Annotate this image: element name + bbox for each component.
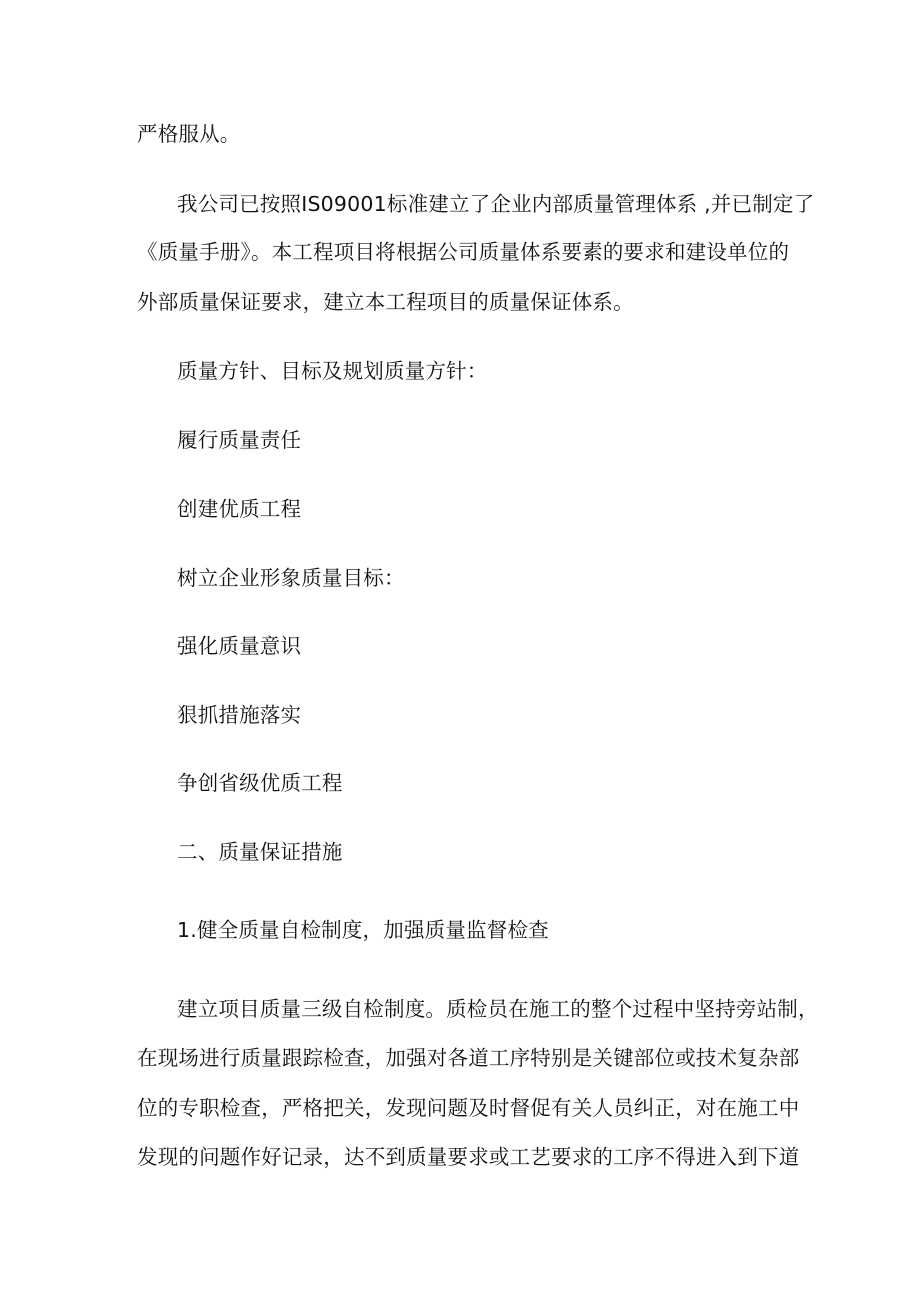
policy-item: 创建优质工程 <box>177 497 302 521</box>
text-line: 外部质量保证要求，建立本工程项目的质量保证体系。 <box>137 290 634 314</box>
text-line: 在现场进行质量跟踪检查，加强对各道工序特别是关键部位或技术复杂部 <box>137 1046 800 1070</box>
text-line: 发现的问题作好记录，达不到质量要求或工艺要求的工序不得进入到下道 <box>137 1145 800 1169</box>
target-item: 狠抓措施落实 <box>177 703 302 727</box>
policy-item: 履行质量责任 <box>177 428 302 452</box>
section-heading: 二、质量保证措施 <box>177 840 343 864</box>
text-line: 位的专职检查，严格把关，发现问题及时督促有关人员纠正，对在施工中 <box>137 1096 800 1120</box>
target-item: 争创省级优质工程 <box>177 771 343 795</box>
heading-quality-target: 树立企业形象质量目标： <box>177 566 405 590</box>
target-item: 强化质量意识 <box>177 634 302 658</box>
text-line-paragraph-start: 建立项目质量三级自检制度。质检员在施工的整个过程中坚持旁站制， <box>177 997 819 1021</box>
text-line-paragraph-start: 我公司已按照IS09001标准建立了企业内部质量管理体系 ,并已制定了 <box>177 192 815 216</box>
heading-quality-policy: 质量方针、目标及规划质量方针： <box>177 359 488 383</box>
text-line: 《质量手册》。本工程项目将根据公司质量体系要素的要求和建设单位的 <box>137 240 790 264</box>
subsection-heading: 1.健全质量自检制度，加强质量监督检查 <box>177 918 549 942</box>
text-line-continuation: 严格服从。 <box>137 122 241 146</box>
